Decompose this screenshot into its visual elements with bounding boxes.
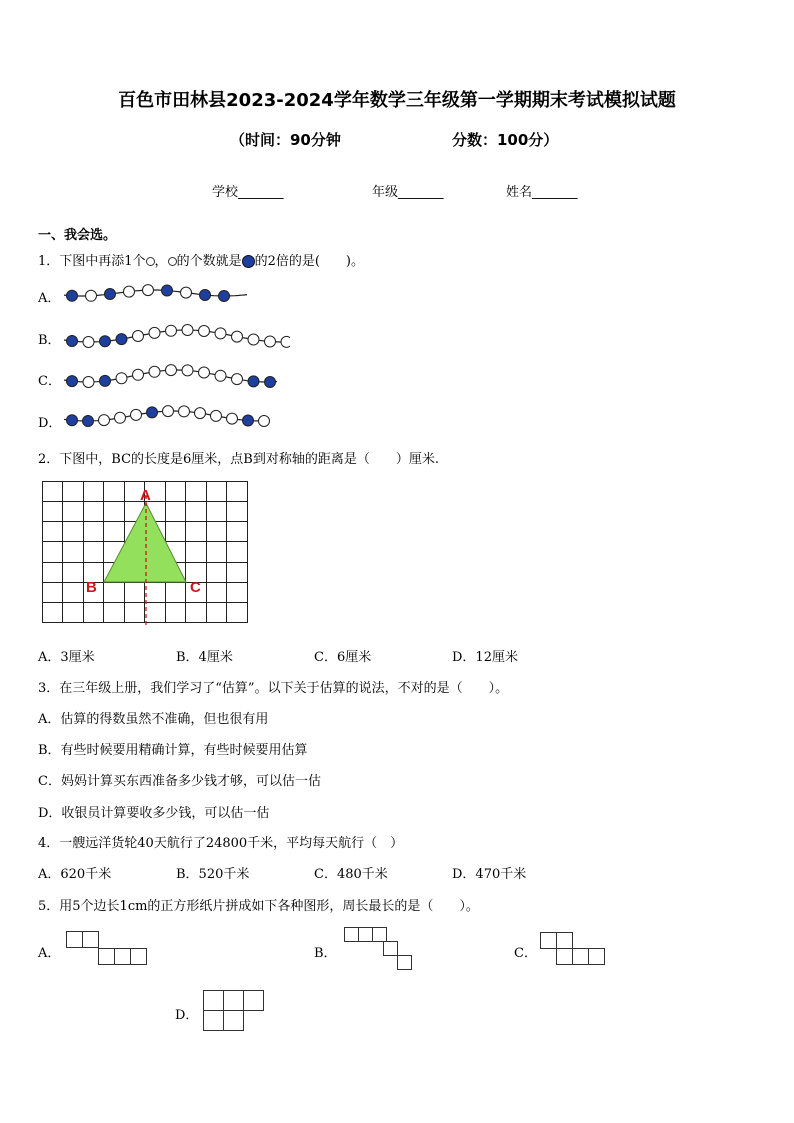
q2-option-d: D．12厘米: [452, 650, 518, 665]
q1-option-a-beads: [60, 280, 250, 306]
q2-option-b: B．4厘米: [176, 650, 233, 665]
q4-option-b: B．520千米: [176, 867, 250, 882]
section-heading: 一、我会选。: [38, 228, 117, 243]
white-bead: [149, 327, 160, 338]
blue-bead: [162, 285, 173, 296]
q5-option-d-label: D．: [175, 1008, 199, 1023]
q3-option-a: A．估算的得数虽然不准确，但也很有用: [38, 712, 269, 727]
q2-option-c: C．6厘米: [314, 650, 372, 665]
white-bead: [199, 367, 210, 378]
vertex-label-c: C: [190, 579, 201, 596]
q1-option-d-label: D．: [38, 416, 62, 431]
white-bead: [99, 415, 110, 426]
white-bead: [133, 331, 144, 342]
white-bead: [227, 413, 238, 424]
grade-field: 年级_______: [372, 185, 444, 200]
white-bead: [182, 365, 193, 376]
white-bead: [163, 406, 174, 417]
exam-time: （时间：90分钟: [230, 131, 341, 149]
blue-bead: [105, 289, 116, 300]
blue-bead: [67, 415, 78, 426]
blue-bead: [248, 376, 259, 387]
question-1-stem: [38, 250, 364, 269]
blue-bead: [67, 336, 78, 347]
school-field: 学校_______: [212, 185, 284, 200]
q3-option-c: C．妈妈计算买东西准备多少钱才够，可以估一估: [38, 774, 321, 789]
q3-option-d: D．收银员计算要收多少钱，可以估一估: [38, 806, 270, 821]
q5-option-d-figure: [203, 990, 269, 1034]
q4-option-d: D．470千米: [452, 867, 527, 882]
bead-string-a: [60, 280, 250, 306]
name-field: 姓名_______: [506, 185, 578, 200]
q4-option-a: A．620千米: [38, 867, 112, 882]
blue-bead: [67, 376, 78, 387]
white-bead-icon: [168, 257, 177, 266]
white-bead: [182, 325, 193, 336]
blue-bead: [67, 290, 78, 301]
question-4-stem: 4．一艘远洋货轮40天航行了24800千米，平均每天航行（ ）: [38, 836, 404, 851]
blue-bead: [147, 407, 158, 418]
bead-string-d: [60, 400, 272, 432]
q2-option-a: A．3厘米: [38, 650, 95, 665]
q2-grid-figure: [42, 481, 250, 627]
white-bead: [179, 406, 190, 417]
q1-option-c-label: C．: [38, 374, 61, 389]
green-triangle: [104, 503, 186, 582]
blue-bead: [200, 290, 211, 301]
vertex-label-b: B: [86, 579, 97, 596]
white-bead-icon: [146, 257, 155, 266]
q4-option-c: C．480千米: [314, 867, 388, 882]
white-bead: [86, 290, 97, 301]
q5-option-c-label: C．: [514, 946, 537, 961]
blue-bead: [100, 375, 111, 386]
bead-string-c: [60, 360, 280, 392]
white-bead: [149, 366, 160, 377]
white-bead: [215, 370, 226, 381]
blue-bead: [219, 291, 230, 302]
blue-bead: [100, 336, 111, 347]
q5-option-c-figure: [540, 931, 610, 969]
q5-option-b-label: B．: [314, 946, 337, 961]
q1-option-d-beads: [60, 400, 272, 432]
q5-option-a-label: A．: [38, 946, 61, 961]
vertex-label-a: A: [140, 487, 151, 504]
blue-bead: [83, 416, 94, 427]
blue-bead: [243, 415, 254, 426]
bead-string-b: [60, 320, 290, 352]
white-bead: [232, 374, 243, 385]
white-bead: [166, 365, 177, 376]
white-bead: [259, 416, 270, 427]
white-bead: [115, 412, 126, 423]
white-bead: [265, 336, 276, 347]
white-bead: [124, 286, 135, 297]
white-bead: [83, 337, 94, 348]
q1-option-b-label: B．: [38, 333, 61, 348]
q1-stem-part: ，: [154, 254, 168, 269]
blue-bead-icon: [242, 255, 255, 268]
white-bead: [83, 377, 94, 388]
q3-option-b: B．有些时候要用精确计算，有些时候要用估算: [38, 743, 308, 758]
white-bead: [281, 336, 290, 347]
white-bead: [215, 328, 226, 339]
blue-bead: [265, 377, 276, 388]
q5-option-a-figure: [66, 930, 150, 968]
q1-stem-part: 1．下图中再添1个: [38, 254, 146, 269]
exam-score: 分数：100分）: [452, 131, 559, 149]
white-bead: [211, 410, 222, 421]
q5-option-b-figure: [344, 927, 416, 971]
q1-stem-part: 的个数就是: [176, 254, 242, 269]
question-3-stem: 3．在三年级上册，我们学习了“估算”。以下关于估算的说法，不对的是（ ）。: [38, 681, 509, 696]
white-bead: [199, 326, 210, 337]
white-bead: [248, 334, 259, 345]
q1-option-c-beads: [60, 360, 280, 392]
white-bead: [232, 331, 243, 342]
q1-option-b-beads: [60, 320, 290, 352]
q1-option-a-label: A．: [38, 291, 61, 306]
page-title: 百色市田林县2023-2024学年数学三年级第一学期期末考试模拟试题: [118, 90, 676, 111]
white-bead: [166, 325, 177, 336]
white-bead: [116, 373, 127, 384]
question-2-stem: 2．下图中，BC的长度是6厘米，点B到对称轴的距离是（ ）厘米.: [38, 452, 439, 467]
q1-stem-part: 的2倍的是( )。: [254, 254, 364, 269]
white-bead: [131, 409, 142, 420]
question-5-stem: 5．用5个边长1cm的正方形纸片拼成如下各种图形，周长最长的是（ ）。: [38, 899, 479, 914]
white-bead: [143, 285, 154, 296]
blue-bead: [116, 334, 127, 345]
white-bead: [181, 287, 192, 298]
white-bead: [133, 369, 144, 380]
white-bead: [195, 408, 206, 419]
